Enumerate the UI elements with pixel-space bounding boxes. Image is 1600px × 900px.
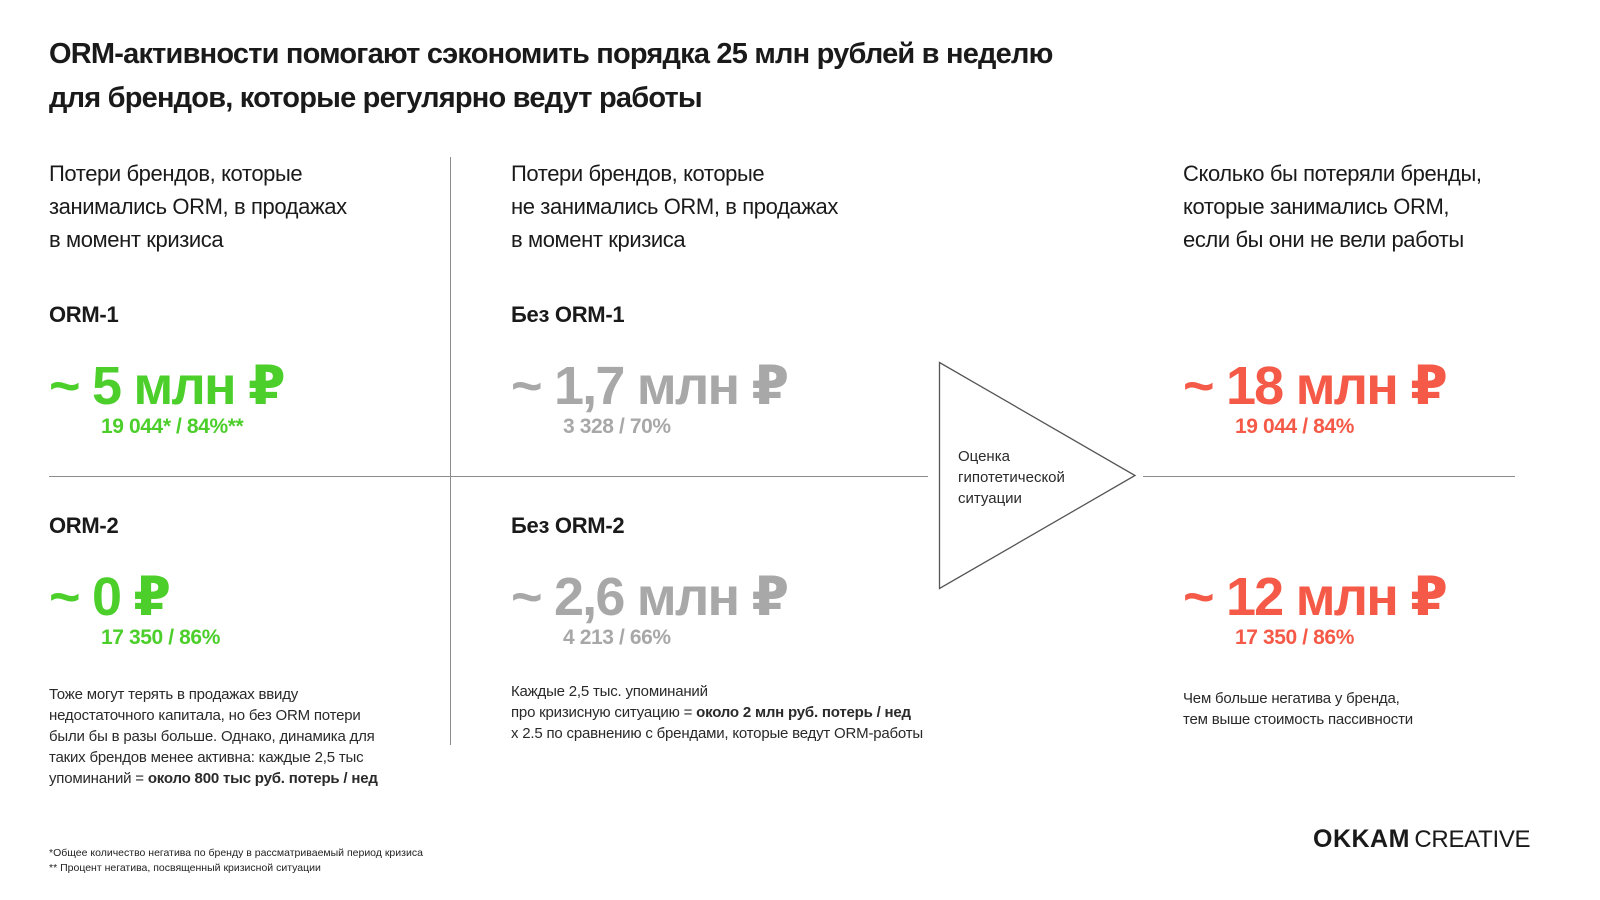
- footnotes: [49, 846, 423, 876]
- orm2-sub: 17 350 / 86%: [101, 626, 220, 649]
- okkam-creative-logo: [1313, 825, 1530, 854]
- note-text: упоминаний =: [49, 770, 148, 787]
- horizontal-divider-right: [1143, 476, 1515, 477]
- header-line: Сколько бы потеряли бренды,: [1183, 161, 1482, 186]
- orm1-label: ORM-1: [49, 302, 119, 327]
- title-line-2: для брендов, которые регулярно ведут работы: [49, 82, 702, 114]
- orm2-value: ~ 0 ₽: [49, 567, 170, 627]
- arrow-label-line: гипотетической: [958, 469, 1065, 486]
- hypo2-value: ~ 12 млн ₽: [1183, 567, 1447, 627]
- hypo2-sub: 17 350 / 86%: [1235, 626, 1354, 649]
- footnote: ** Процент негатива, посвященный кризисной ситуации: [49, 862, 321, 874]
- no-orm2-sub: 4 213 / 66%: [563, 626, 671, 649]
- middle-column-header: [511, 157, 838, 256]
- note-line: тем выше стоимость пассивности: [1183, 711, 1413, 728]
- header-line: в момент кризиса: [511, 227, 686, 252]
- right-note: [1183, 688, 1513, 730]
- arrow-label-line: Оценка: [958, 448, 1010, 465]
- footnote: *Общее количество негатива по бренду в рассматриваемый период кризиса: [49, 847, 423, 859]
- logo-part-1: OKKAM: [1313, 825, 1410, 853]
- note-emphasis: около 2 млн руб. потерь / нед: [696, 704, 911, 721]
- arrow-label: [958, 446, 1065, 509]
- note-line: были бы в разы больше. Однако, динамика для: [49, 728, 375, 745]
- hypo1-sub: 19 044 / 84%: [1235, 415, 1354, 438]
- title-line-1: ORM-активности помогают сэкономить порядка 25 млн рублей в неделю: [49, 38, 1053, 70]
- header-line: которые занимались ORM,: [1183, 194, 1450, 219]
- arrow-label-line: ситуации: [958, 490, 1022, 507]
- header-line: Потери брендов, которые: [49, 161, 303, 186]
- header-line: Потери брендов, которые: [511, 161, 765, 186]
- no-orm2-value: ~ 2,6 млн ₽: [511, 567, 788, 627]
- no-orm1-value: ~ 1,7 млн ₽: [511, 356, 788, 416]
- header-line: занимались ORM, в продажах: [49, 194, 347, 219]
- header-line: не занимались ORM, в продажах: [511, 194, 838, 219]
- page-title: [49, 32, 1349, 120]
- right-column-header: [1183, 157, 1482, 256]
- note-line: Каждые 2,5 тыс. упоминаний: [511, 683, 708, 700]
- note-line: x 2.5 по сравнению с брендами, которые ведут ORM-работы: [511, 725, 923, 742]
- note-line: Тоже могут терять в продажах ввиду: [49, 686, 299, 703]
- header-line: в момент кризиса: [49, 227, 224, 252]
- orm1-sub: 19 044* / 84%**: [101, 415, 244, 438]
- vertical-divider: [450, 157, 451, 745]
- logo-part-2: CREATIVE: [1414, 826, 1531, 853]
- hypo1-value: ~ 18 млн ₽: [1183, 356, 1447, 416]
- orm2-label: ORM-2: [49, 513, 119, 538]
- note-emphasis: около 800 тыс руб. потерь / нед: [147, 770, 378, 787]
- orm1-value: ~ 5 млн ₽: [49, 356, 284, 416]
- note-text: про кризисную ситуацию =: [511, 704, 697, 721]
- left-note: [49, 684, 439, 789]
- no-orm1-sub: 3 328 / 70%: [563, 415, 671, 438]
- no-orm1-label: Без ORM-1: [511, 302, 625, 327]
- note-line: [511, 702, 991, 723]
- note-line: [49, 768, 439, 789]
- middle-note: [511, 681, 991, 744]
- header-line: если бы они не вели работы: [1183, 227, 1464, 252]
- note-line: Чем больше негатива у бренда,: [1183, 690, 1400, 707]
- note-line: таких брендов менее активна: каждые 2,5 тыс: [49, 749, 364, 766]
- horizontal-divider-left: [49, 476, 928, 477]
- left-column-header: [49, 157, 347, 256]
- note-line: недостаточного капитала, но без ORM потери: [49, 707, 361, 724]
- no-orm2-label: Без ORM-2: [511, 513, 625, 538]
